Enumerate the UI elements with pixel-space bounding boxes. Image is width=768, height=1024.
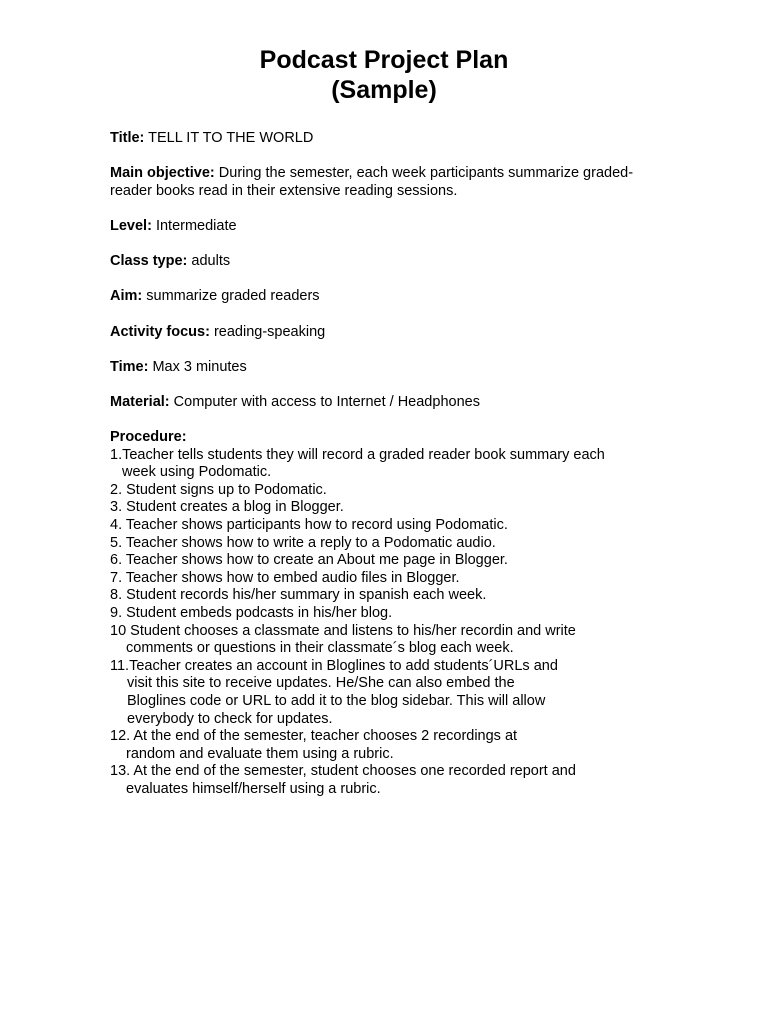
step-line: 1.Teacher tells students they will record a graded reader book summary each xyxy=(110,446,605,463)
step-line: 11.Teacher creates an account in Bloglines to add students´URLs and xyxy=(110,657,558,674)
procedure-step-8 xyxy=(110,587,670,605)
field-time xyxy=(110,359,670,377)
field-value: During the semester, each week participants summarize graded-reader books read in their extensive reading sessions. xyxy=(110,165,634,199)
field-label: Material: xyxy=(110,393,170,410)
step-line: comments or questions in their classmate´s blog each week. xyxy=(126,640,514,657)
field-activity-focus xyxy=(110,324,670,342)
field-value: Intermediate xyxy=(151,217,237,234)
field-aim xyxy=(110,288,670,306)
step-line: 2. Student signs up to Podomatic. xyxy=(110,481,327,498)
procedure-step-2 xyxy=(110,482,670,500)
procedure-step-7 xyxy=(110,570,670,588)
procedure-step-5 xyxy=(110,535,670,553)
field-value: summarize graded readers xyxy=(142,288,320,305)
step-line: Bloglines code or URL to add it to the blog sidebar. This will allow xyxy=(127,693,546,709)
field-label: Activity focus: xyxy=(110,323,210,340)
field-label: Main objective: xyxy=(110,165,215,182)
field-level xyxy=(110,218,670,236)
procedure-step-6 xyxy=(110,552,670,570)
step-line: 4. Teacher shows participants how to record using Podomatic. xyxy=(110,517,508,534)
field-label: Time: xyxy=(110,358,149,375)
procedure-step-13 xyxy=(110,763,670,798)
step-line: 10 Student chooses a classmate and listens to his/her recordin and write xyxy=(110,622,576,639)
step-line: 13. At the end of the semester, student chooses one recorded report and xyxy=(110,763,576,780)
procedure-step-1 xyxy=(110,447,670,482)
procedure-step-9 xyxy=(110,605,670,623)
procedure-step-4 xyxy=(110,517,670,535)
step-line: week using Podomatic. xyxy=(122,464,272,481)
procedure-heading: Procedure: xyxy=(110,429,187,446)
step-line: random and evaluate them using a rubric. xyxy=(126,745,394,762)
field-value: adults xyxy=(187,253,231,270)
field-class-type xyxy=(110,253,670,271)
field-value: reading-speaking xyxy=(209,323,326,340)
step-line: 12. At the end of the semester, teacher chooses 2 recordings at xyxy=(110,728,518,745)
procedure-steps xyxy=(110,447,670,799)
step-line: evaluates himself/herself using a rubric. xyxy=(126,780,381,797)
document-body xyxy=(110,130,670,799)
step-line: 6. Teacher shows how to create an About me page in Blogger. xyxy=(110,552,508,569)
procedure-step-11 xyxy=(110,658,670,728)
field-label: Class type: xyxy=(110,253,188,270)
step-line: 7. Teacher shows how to embed audio files in Blogger. xyxy=(110,569,460,586)
procedure-step-3 xyxy=(110,499,670,517)
field-value: Max 3 minutes xyxy=(148,358,247,375)
procedure-step-10 xyxy=(110,623,670,658)
field-title xyxy=(110,130,670,148)
step-line: 8. Student records his/her summary in spanish each week. xyxy=(110,587,487,604)
title-line-2: (Sample) xyxy=(331,76,437,104)
step-line: 3. Student creates a blog in Blogger. xyxy=(110,499,344,516)
step-line: 5. Teacher shows how to write a reply to a Podomatic audio. xyxy=(110,534,496,551)
field-label: Aim: xyxy=(110,288,143,305)
field-main-objective xyxy=(110,165,670,200)
title-line-1: Podcast Project Plan xyxy=(259,46,509,74)
field-label: Title: xyxy=(110,130,145,146)
step-line: everybody to check for updates. xyxy=(127,710,333,727)
procedure-step-12 xyxy=(110,728,670,763)
document-title xyxy=(0,45,768,105)
field-value: Computer with access to Internet / Headphones xyxy=(169,393,480,410)
field-value: TELL IT TO THE WORLD xyxy=(144,130,314,146)
step-line: visit this site to receive updates. He/She can also embed the xyxy=(127,675,515,692)
field-label: Level: xyxy=(110,217,152,234)
field-material xyxy=(110,394,670,412)
step-line: 9. Student embeds podcasts in his/her blog. xyxy=(110,605,393,622)
